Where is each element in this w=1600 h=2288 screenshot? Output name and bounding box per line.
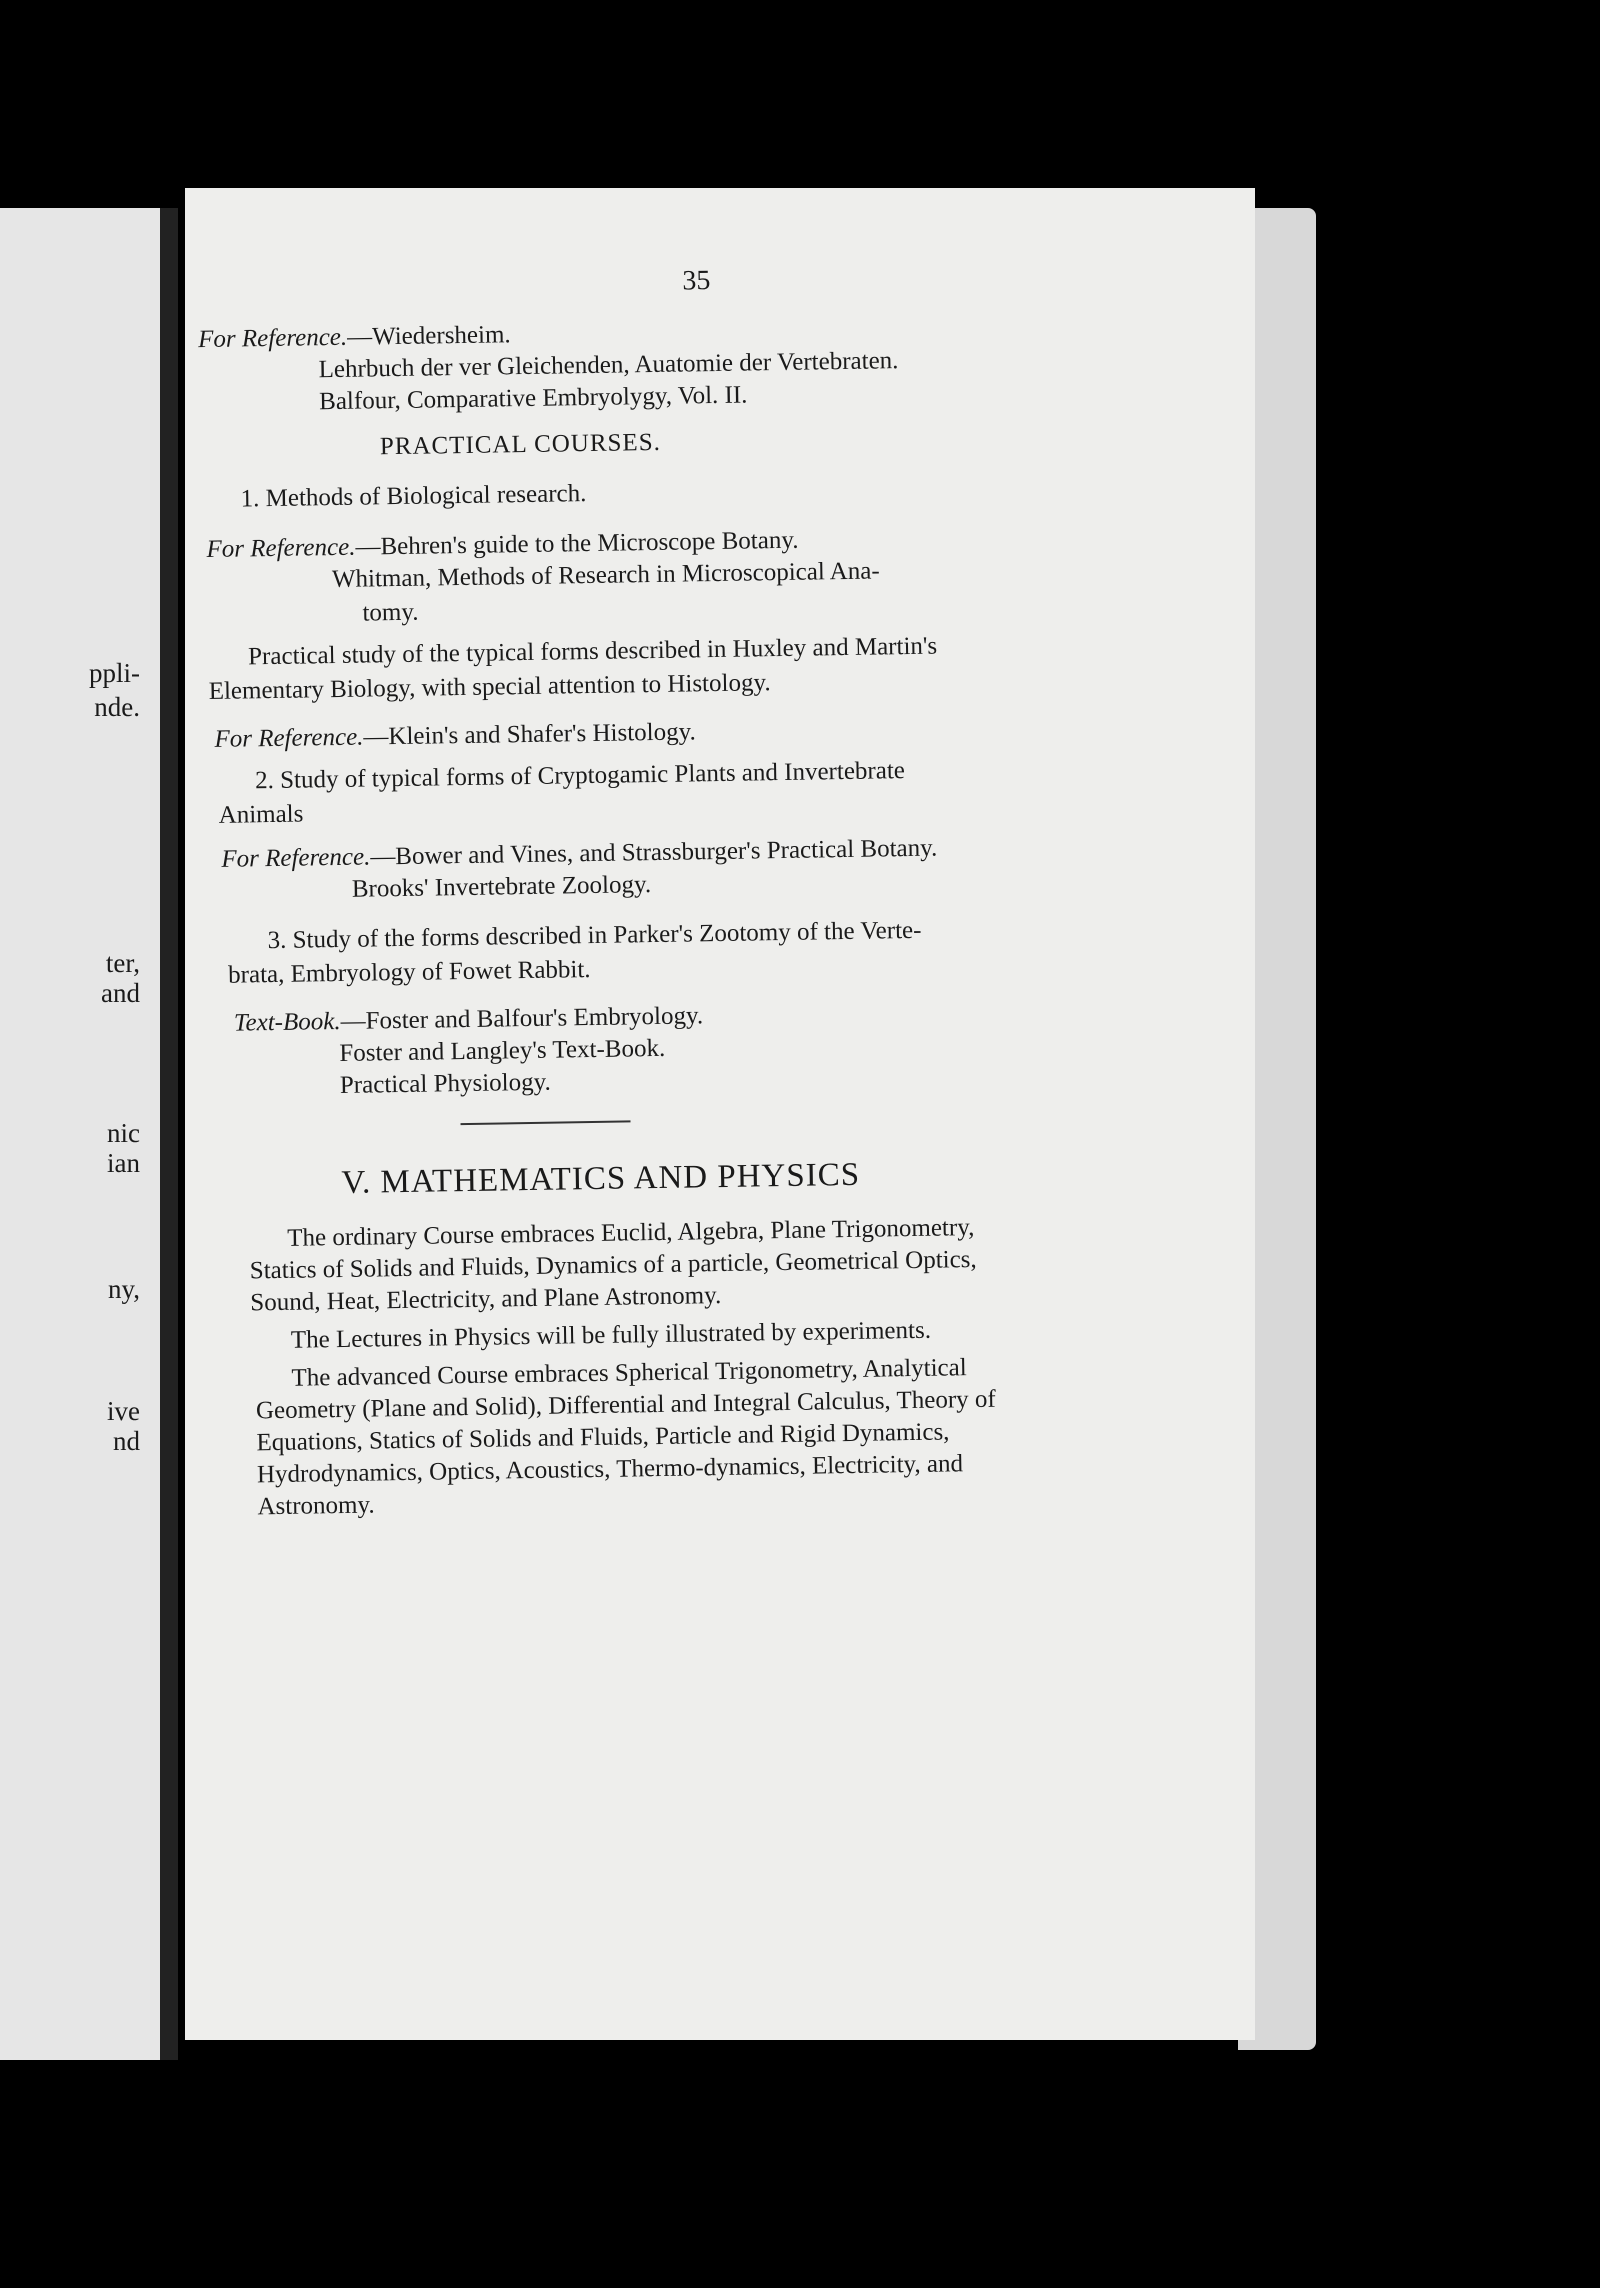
reference-text: —Behren's guide to the Microscope Botany. [355,526,799,561]
course-item: brata, Embryology of Fowet Rabbit. [227,956,591,989]
reference-text: —Klein's and Shafer's Histology. [363,718,696,751]
reference-text: —Bower and Vines, and Strassburger's Practical Botany. [370,834,938,871]
reference-label: For Reference. [197,323,348,354]
section-heading: V. MATHEMATICS AND PHYSICS [341,1156,861,1201]
paragraph-line: Geometry (Plane and Solid), Differential and Integral Calculus, Theory of [255,1385,996,1425]
paragraph-line: Statics of Solids and Fluids, Dynamics of a particle, Geometrical Optics, [249,1246,977,1285]
left-fragment: ive [107,1396,140,1426]
textbook-line: Practical Physiology. [339,1068,551,1099]
practical-heading: PRACTICAL COURSES. [379,428,662,461]
paragraph-line: Equations, Statics of Solids and Fluids, Particle and Rigid Dynamics, [256,1418,950,1457]
course-item: Animals [218,800,304,829]
reference-line: Balfour, Comparative Embryolygy, Vol. II. [318,381,748,416]
left-fragment: and [101,978,140,1008]
left-fragment: nde. [94,692,140,722]
reference-line [206,528,798,562]
left-fragment: nic [107,1118,140,1148]
textbook-label: Text-Book. [233,1007,341,1037]
book-page [185,188,1255,2040]
paragraph-line: Sound, Heat, Electricity, and Plane Astronomy. [250,1282,722,1317]
reference-line: tomy. [362,598,419,627]
reference-line: Lehrbuch der ver Gleichenden, Auatomie der Vertebraten. [318,347,899,384]
reference-text: —Wiedersheim. [346,321,511,351]
paragraph-line: Hydrodynamics, Optics, Acoustics, Thermo-dynamics, Electricity, and [256,1450,964,1489]
reference-label: For Reference. [214,723,364,753]
reference-line: Brooks' Invertebrate Zoology. [351,871,652,903]
paragraph-line: Practical study of the typical forms described in Huxley and Martin's [247,632,938,671]
course-item: 2. Study of typical forms of Cryptogamic Plants and Invertebrate [254,757,906,795]
left-fragment: nd [113,1426,140,1456]
left-fragment: ian [107,1148,140,1178]
paragraph-line: The ordinary Course embraces Euclid, Algebra, Plane Trigonometry, [287,1214,975,1252]
page-number: 35 [682,265,711,297]
left-fragment: ter, [105,948,140,978]
course-item: 1. Methods of Biological research. [240,480,587,513]
paragraph-line: Elementary Biology, with special attention to Histology. [208,669,771,706]
reference-label: For Reference. [221,843,371,873]
paragraph-line: Astronomy. [257,1491,375,1521]
textbook-line: Foster and Langley's Text-Book. [339,1034,666,1067]
paragraph-line: The Lectures in Physics will be fully illustrated by experiments. [290,1316,932,1354]
reference-line [214,719,696,752]
left-fragment: ny, [108,1274,140,1304]
reference-line [221,836,937,872]
section-divider [461,1120,631,1125]
course-item: 3. Study of the forms described in Parker's Zootomy of the Verte- [267,916,922,955]
textbook-text: —Foster and Balfour's Embryology. [340,1002,704,1035]
left-fragment: ppli- [89,658,140,688]
left-facing-page [0,208,178,2060]
reference-line [198,322,511,352]
textbook-line [234,1003,704,1035]
paragraph-line: The advanced Course embraces Spherical Trigonometry, Analytical [291,1354,967,1392]
reference-label: For Reference. [206,533,356,564]
reference-line: Whitman, Methods of Research in Microscopical Ana- [331,557,880,594]
